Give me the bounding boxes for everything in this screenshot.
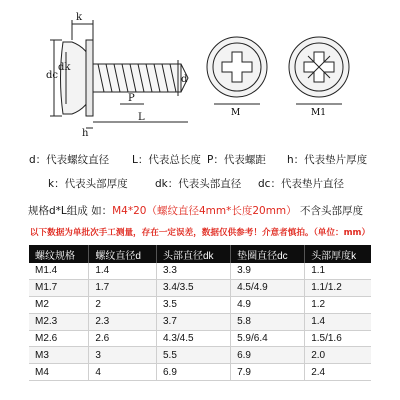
table-cell: 4.5/4.9 bbox=[231, 279, 305, 296]
spec-table-header-row bbox=[29, 245, 371, 263]
table-cell: M2 bbox=[29, 296, 89, 313]
label-h: h bbox=[82, 128, 89, 139]
col-header-spec: 螺纹规格 bbox=[29, 245, 89, 263]
table-cell: 6.9 bbox=[157, 364, 231, 381]
legend-dk: dk：代表头部直径 bbox=[155, 178, 242, 190]
spec-prefix: 规格d*L组成 如： bbox=[28, 205, 113, 217]
legend-l: L：代表总长度 bbox=[132, 154, 201, 166]
screw-front-view-cross bbox=[207, 37, 267, 104]
table-row bbox=[29, 364, 371, 381]
col-header-head-thickness: 头部厚度k bbox=[305, 245, 371, 263]
table-cell: M1.4 bbox=[29, 263, 89, 279]
table-cell: 1.2 bbox=[305, 296, 371, 313]
col-header-thread-diameter: 螺纹直径d bbox=[89, 245, 157, 263]
table-row bbox=[29, 347, 371, 364]
table-cell: 4 bbox=[89, 364, 157, 381]
col-header-washer-diameter: 垫圈直径dc bbox=[231, 245, 305, 263]
spec-suffix: 不含头部厚度 bbox=[296, 205, 364, 217]
table-cell: M2.6 bbox=[29, 330, 89, 347]
table-cell: 2.4 bbox=[305, 364, 371, 381]
table-cell: 3.3 bbox=[157, 263, 231, 279]
table-cell: 1.4 bbox=[89, 263, 157, 279]
legend-p: P：代表螺距 bbox=[207, 154, 266, 166]
table-row bbox=[29, 296, 371, 313]
table-cell: 3.5 bbox=[157, 296, 231, 313]
table-cell: M1.7 bbox=[29, 279, 89, 296]
table-row bbox=[29, 263, 371, 279]
table-cell: 3 bbox=[89, 347, 157, 364]
table-cell: 5.8 bbox=[231, 313, 305, 330]
table-cell: 6.9 bbox=[231, 347, 305, 364]
table-cell: 2.0 bbox=[305, 347, 371, 364]
table-cell: 3.9 bbox=[231, 263, 305, 279]
table-cell: 3.7 bbox=[157, 313, 231, 330]
legend-d: d：代表螺纹直径 bbox=[29, 154, 110, 166]
col-header-head-diameter: 头部直径dk bbox=[157, 245, 231, 263]
table-row bbox=[29, 313, 371, 330]
table-cell: 1.1 bbox=[305, 263, 371, 279]
label-k: k bbox=[76, 12, 83, 23]
label-dc: dc bbox=[46, 70, 59, 81]
screw-shank bbox=[93, 64, 181, 92]
table-cell: 4.9 bbox=[231, 296, 305, 313]
spec-example: M4*20（螺纹直径4mm*长度20mm） bbox=[112, 205, 297, 217]
table-cell: 4.3/4.5 bbox=[157, 330, 231, 347]
legend-k: k：代表头部厚度 bbox=[48, 178, 128, 190]
legend-h: h：代表垫片厚度 bbox=[287, 154, 368, 166]
table-cell: M2.3 bbox=[29, 313, 89, 330]
legend-dc: dc：代表垫片直径 bbox=[258, 178, 344, 190]
label-l: L bbox=[138, 112, 145, 123]
table-cell: 1.1/1.2 bbox=[305, 279, 371, 296]
label-m: M bbox=[231, 108, 241, 118]
screw-washer bbox=[86, 40, 93, 116]
table-cell: 3.4/3.5 bbox=[157, 279, 231, 296]
label-p: P bbox=[128, 93, 135, 104]
table-cell: 1.4 bbox=[305, 313, 371, 330]
table-cell: 2.3 bbox=[89, 313, 157, 330]
measurement-notice: 以下数据为单批次手工测量，存在一定误差，数据仅供参考！介意者慎拍。（单位：mm） bbox=[29, 228, 371, 238]
spec-format-line bbox=[28, 203, 363, 218]
table-cell: 7.9 bbox=[231, 364, 305, 381]
screw-front-view-pozi bbox=[289, 37, 349, 104]
table-cell: 5.9/6.4 bbox=[231, 330, 305, 347]
table-cell: 1.7 bbox=[89, 279, 157, 296]
label-d: d bbox=[181, 74, 188, 85]
spec-table bbox=[29, 245, 371, 381]
screw-dimension-diagram bbox=[0, 0, 400, 140]
table-cell: M3 bbox=[29, 347, 89, 364]
table-cell: 1.5/1.6 bbox=[305, 330, 371, 347]
table-row bbox=[29, 279, 371, 296]
table-cell: 5.5 bbox=[157, 347, 231, 364]
table-cell: 2 bbox=[89, 296, 157, 313]
table-row bbox=[29, 330, 371, 347]
label-dk: dk bbox=[58, 62, 71, 73]
table-cell: 2.6 bbox=[89, 330, 157, 347]
label-m1: M1 bbox=[311, 108, 326, 118]
table-cell: M4 bbox=[29, 364, 89, 381]
